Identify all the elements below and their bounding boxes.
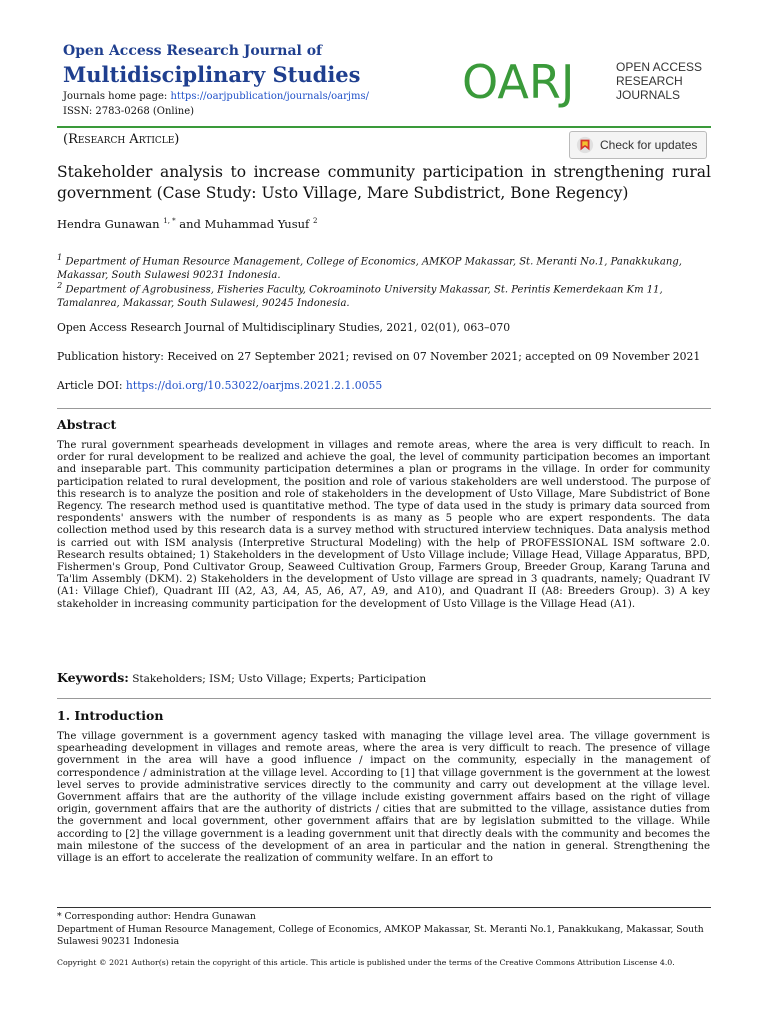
divider [57, 408, 711, 409]
oarj-logo [462, 54, 722, 110]
copyright-notice: Copyright © 2021 Author(s) retain the copyright of this article. This article is published under the terms of the Creative Commons Attribution Liscense 4.0. [57, 958, 675, 967]
abstract-text: The rural government spearheads development in villages and remote areas, where the area is very difficult to reach. In order for rural development to be realized and achieve the goal, the level of community participation becomes an important and inseparable part. This community participation determines a plan or programs in the village. In order for community participation related to rural development, the position and role of various stakeholders are well understood. The purpose of this research is to analyze the position and role of stakeholders in the development of Usto Village, Mare Subdistrict of Bone Regency. The research method used is quantitative method. The type of data used in the study is primary data sourced from respondents' answers with the number of respondents is as many as 5 people who are expert respondents. The data collection method used by this research data is a survey method with structured interview techniques. Data analysis method is carried out with ISM analysis (Interpretive Structural Modeling) with the help of PROFESSIONAL ISM software 2.0. Research results obtained; 1) Stakeholders in the development of Usto Village include; Village Head, Village Apparatus, BPD, Fishermen's Group, Pond Cultivator Group, Seaweed Cultivation Group, Farmers Group, Breeder Group, Karang Taruna and Ta'lim Assembly (DKM). 2) Stakeholders in the development of Usto village are spread in 3 quadrants, namely; Quadrant IV (A1: Village Chief), Quadrant III (A2, A3, A4, A5, A6, A7, A9, and A10), and Quadrant II (A8: Breeders Group). 3) A key stakeholder in increasing community participation for the development of Usto Village is the Village Head (A1). [57, 440, 710, 610]
authors [57, 217, 317, 231]
divider [57, 698, 711, 699]
keywords [57, 670, 426, 685]
affiliation-text: Department of Agrobusiness, Fisheries Faculty, Cokroaminoto University Makassar, St. Perintis Kemerdekaan Km 11, Tamalanrea, Makassar, South Sulawesi, 90245 Indonesia. [57, 284, 663, 310]
logo-sub-line: JOURNALS [616, 88, 681, 102]
introduction-heading: 1. Introduction [57, 708, 164, 723]
journal-name: Multidisciplinary Studies [63, 62, 361, 87]
article-doi [57, 379, 711, 392]
author-joiner: and [175, 217, 205, 231]
corresponding-author: * Corresponding author: Hendra Gunawan [57, 911, 256, 922]
article-type: (Research Article) [63, 132, 180, 147]
author-affiliation-mark: 1, * [163, 217, 176, 226]
affiliation-2 [57, 278, 711, 311]
introduction-text: The village government is a government agency tasked with managing the village level area. The village government is spearheading development in villages and remote areas, where the area is very difficult to reach. The presence of village government in the area will have a good influence / impact on the community, especially in the management of correspondence / administration at the village level. According to [1] that village government is the government at the lowest level serves to provide administrative services directly to the community and carry out development at the village level. Government affairs that are the authority of the village include existing government affairs based on the right of village origin, government affairs that are the authority of districts / cities that are submitted to the village, assistance duties from the government and local government, other government affairs that are by legislation submitted to the village. While according to [2] the village government is a leading government unit that directly deals with the community and becomes the main milestone of the success of the development of an area in particular and the nation in general. Strengthening the village is an effort to accelerate the realization of community welfare. In an effort to [57, 731, 710, 865]
footnote-divider [57, 907, 711, 908]
keywords-text: Stakeholders; ISM; Usto Village; Experts; Participation [128, 673, 427, 685]
corresponding-address: Department of Human Resource Management, College of Economics, AMKOP Makassar, St. Meranti No.1, Panakkukang, Makassar, South Sulawesi 90231 Indonesia [57, 923, 704, 947]
abstract-heading: Abstract [57, 417, 117, 432]
author-name: Muhammad Yusuf [204, 217, 310, 231]
issn: ISSN: 2783-0268 (Online) [63, 106, 195, 117]
article-title: Stakeholder analysis to increase community participation in strengthening rural government (Case Study: Usto Village, Mare Subdistrict, Bone Regency) [57, 163, 711, 202]
home-link[interactable]: https://oarjpublication/journals/oarjms/ [170, 91, 369, 102]
doi-link[interactable]: https://doi.org/10.53022/oarjms.2021.2.1.0055 [125, 379, 383, 392]
citation: Open Access Research Journal of Multidisciplinary Studies, 2021, 02(01), 063–070 [57, 321, 511, 334]
affiliation-mark: 1 [57, 252, 63, 262]
check-for-updates-button[interactable] [569, 131, 707, 159]
author-name: Hendra Gunawan [57, 217, 160, 231]
journal-prefix: Open Access Research Journal of [63, 43, 323, 59]
crossmark-icon [576, 136, 594, 154]
journal-home [63, 91, 369, 102]
logo-text: OARJ [462, 55, 575, 109]
publication-history: Publication history: Received on 27 September 2021; revised on 07 November 2021; accepted on 09 November 2021 [57, 350, 701, 363]
keywords-label: Keywords: [57, 670, 129, 685]
footnote [57, 911, 711, 949]
affiliation-mark: 2 [57, 280, 63, 290]
logo-subtitle [616, 60, 702, 102]
doi-label: Article DOI: [57, 379, 126, 392]
affiliation-text: Department of Human Resource Management, College of Economics, AMKOP Makassar, St. Meranti No.1, Panakkukang, Makassar, South Sulawesi 90231 Indonesia. [57, 256, 682, 282]
logo-sub-line: RESEARCH [616, 74, 683, 88]
author-affiliation-mark: 2 [312, 217, 318, 226]
logo-sub-line: OPEN ACCESS [616, 60, 703, 74]
home-label: Journals home page: [63, 91, 171, 102]
check-for-updates-label: Check for updates [600, 138, 698, 152]
header-divider [57, 126, 711, 128]
